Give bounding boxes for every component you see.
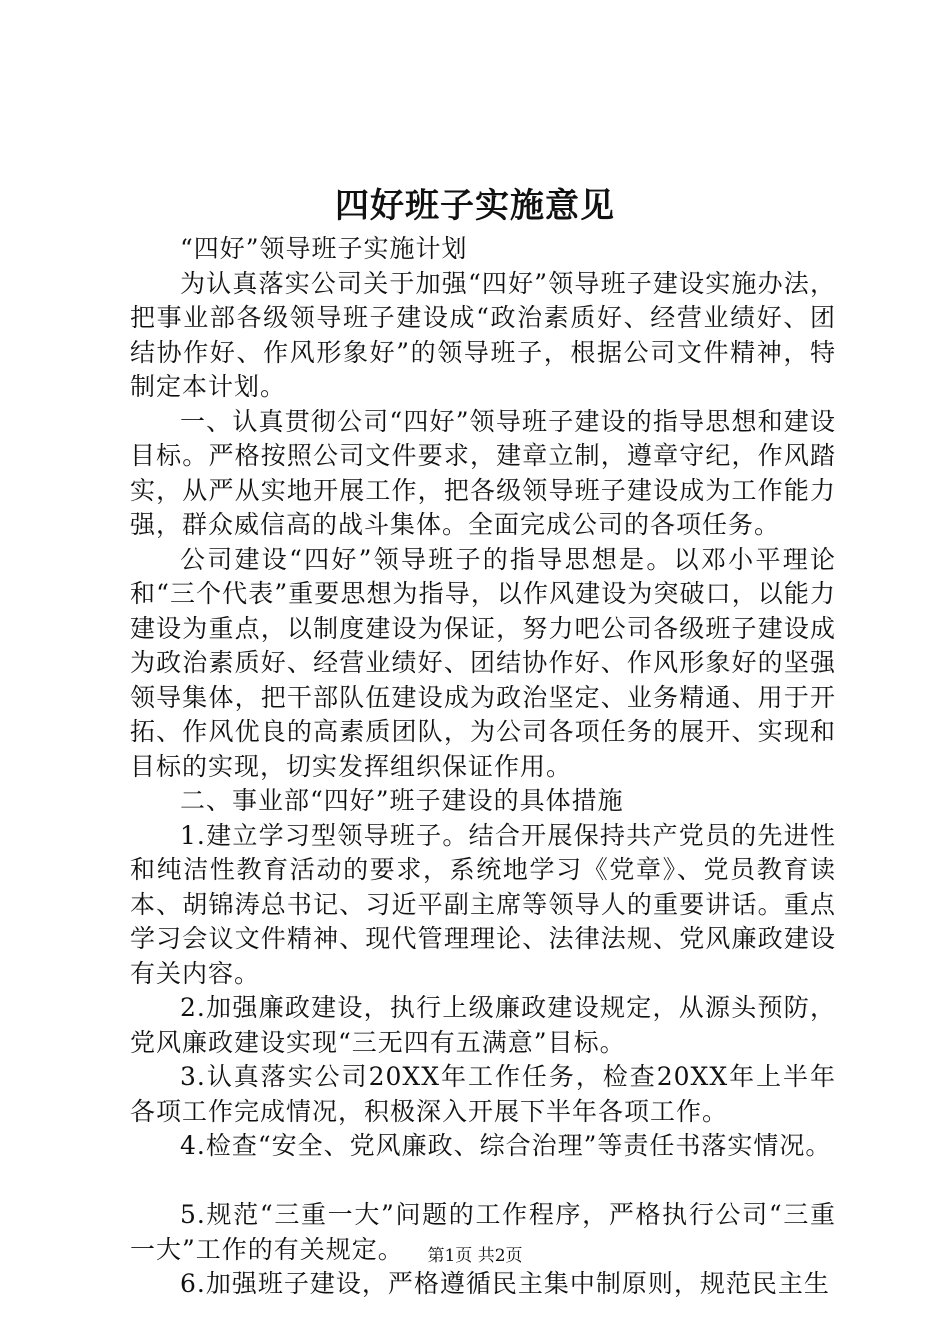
document-title: 四好班子实施意见 xyxy=(335,186,615,226)
page-footer: 第1页 共2页 xyxy=(427,1246,523,1266)
paragraph-measure-4: 4.检查“安全、党风廉政、综合治理”等责任书落实情况。 xyxy=(180,1131,832,1160)
paragraph-measure-6: 6.加强班子建设，严格遵循民主集中制原则，规范民主生 xyxy=(180,1269,830,1298)
paragraph-measure-3: 3.认真落实公司20XX年工作任务，检查20XX年上半年各项工作完成情况，积极深入开展下半年各项工作。 xyxy=(130,1062,836,1126)
document-body xyxy=(130,232,836,1302)
paragraph-measure-1: 1.建立学习型领导班子。结合开展保持共产党员的先进性和纯洁性教育活动的要求，系统地学习《党章》、党员教育读本、胡锦涛总书记、习近平副主席等领导人的重要讲话。重点学习会议文件精神、现代管理理论、法律法规、党风廉政建设有关内容。 xyxy=(130,820,836,988)
paragraph-guiding-thought: 公司建设“四好”领导班子的指导思想是。以邓小平理论和“三个代表”重要思想为指导，以作风建设为突破口，以能力建设为重点，以制度建设为保证，努力吧公司各级班子建设成为政治素质好、经营业绩好、团结协作好、作风形象好的坚强领导集体，把干部队伍建设成为政治坚定、业务精通、用于开拓、作风优良的高素质团队，为公司各项任务的展开、实现和目标的实现，切实发挥组织保证作用。 xyxy=(130,544,836,781)
paragraph-intro: 为认真落实公司关于加强“四好”领导班子建设实施办法，把事业部各级领导班子建设成“政治素质好、经营业绩好、团结协作好、作风形象好”的领导班子，根据公司文件精神，特制定本计划。 xyxy=(130,268,836,401)
paragraph-measure-2: 2.加强廉政建设，执行上级廉政建设规定，从源头预防，党风廉政建设实现“三无四有五满意”目标。 xyxy=(130,993,836,1057)
paragraph-measure-5: 5.规范“三重一大”问题的工作程序，严格执行公司“三重一大”工作的有关规定。 xyxy=(130,1200,836,1264)
paragraph-section-two-heading: 二、事业部“四好”班子建设的具体措施 xyxy=(180,786,624,815)
paragraph-section-one: 一、认真贯彻公司“四好”领导班子建设的指导思想和建设目标。严格按照公司文件要求，建章立制，遵章守纪，作风踏实，从严从实地开展工作，把各级领导班子建设成为工作能力强，群众威信高的战斗集体。全面完成公司的各项任务。 xyxy=(130,406,836,539)
paragraph-subtitle: “四好”领导班子实施计划 xyxy=(180,234,468,263)
